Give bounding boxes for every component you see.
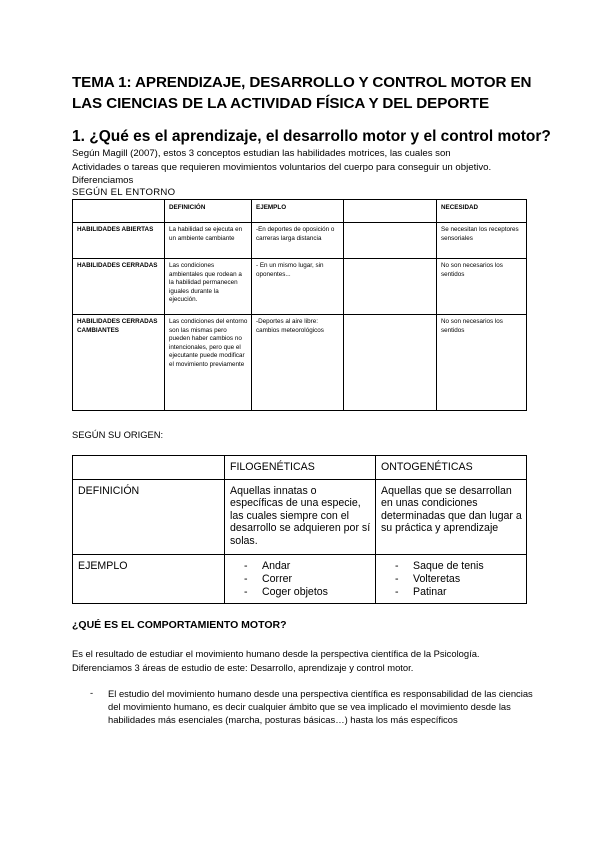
table-cell: Las condiciones ambientales que rodean a la habilidad permanecen iguales durante la ejecución. <box>165 259 252 315</box>
table-cell: Se necesitan los receptores sensoriales <box>437 223 527 259</box>
table-header-cell <box>73 200 165 223</box>
list-item: - Correr <box>244 573 372 586</box>
intro-line-3: Diferenciamos <box>72 175 134 186</box>
table-cell: -Deportes al aire libre: cambios meteorológicos <box>252 315 344 411</box>
table-header-cell: EJEMPLO <box>252 200 344 223</box>
table-cell <box>225 555 376 604</box>
document-title: TEMA 1: APRENDIZAJE, DESARROLLO Y CONTROL MOTOR EN LAS CIENCIAS DE LA ACTIVIDAD FÍSICA Y DEL DEPORTE <box>72 74 532 112</box>
row-label: HABILIDADES CERRADAS <box>73 259 165 315</box>
intro-line-1: Según Magill (2007), estos 3 conceptos estudian las habilidades motrices, las cuales son <box>72 148 451 159</box>
table-cell <box>344 223 437 259</box>
table-header-cell: DEFINICIÓN <box>165 200 252 223</box>
intro-line-2: Actividades o tareas que requieren movimientos voluntarios del cuerpo para conseguir un objetivo. <box>72 162 492 173</box>
list-item: - Volteretas <box>395 573 523 586</box>
table-cell <box>376 555 527 604</box>
table-cell: Aquellas innatas o específicas de una especie, las cuales siempre con el desarrollo se adquieren por sí solas. <box>225 480 376 555</box>
table-cell <box>344 315 437 411</box>
table-cell: Las condiciones del entorno son las mismas pero pueden haber cambios no intencionales, pero que el ejecutante puede modificar el movimiento previamente <box>165 315 252 411</box>
table-cell <box>344 259 437 315</box>
list-item: - Coger objetos <box>244 586 372 599</box>
origen-label: SEGÚN SU ORIGEN: <box>72 429 164 440</box>
entorno-table <box>72 199 527 411</box>
table-row <box>73 315 527 411</box>
row-label: EJEMPLO <box>73 555 225 604</box>
table-row <box>73 480 527 555</box>
table-cell: Aquellas que se desarrollan en unas condiciones determinadas que dan lugar a su práctica y aprendizaje <box>376 480 527 555</box>
section-1-heading: 1. ¿Qué es el aprendizaje, el desarrollo motor y el control motor? <box>72 128 551 145</box>
bullet-marker: - <box>90 687 94 698</box>
section-2-heading: ¿QUÉ ES EL COMPORTAMIENTO MOTOR? <box>72 619 287 631</box>
table-cell: No son necesarios los sentidos <box>437 259 527 315</box>
table-header-cell <box>73 456 225 480</box>
list-item: - Andar <box>244 560 372 573</box>
origen-table <box>72 455 527 604</box>
table-row <box>73 259 527 315</box>
table-header-cell <box>344 200 437 223</box>
list-item: - Saque de tenis <box>395 560 523 573</box>
row-label: HABILIDADES CERRADAS CAMBIANTES <box>73 315 165 411</box>
table-header-cell: FILOGENÉTICAS <box>225 456 376 480</box>
list-item: - Patinar <box>395 586 523 599</box>
table-row <box>73 223 527 259</box>
table-row <box>73 555 527 604</box>
table-cell: No son necesarios los sentidos <box>437 315 527 411</box>
table-cell: - En un mismo lugar, sin oponentes... <box>252 259 344 315</box>
table-header-row <box>73 200 527 223</box>
row-label: DEFINICIÓN <box>73 480 225 555</box>
bullet-paragraph: El estudio del movimiento humano desde una perspectiva científica es responsabilidad de las ciencias del movimiento humano, es decir cualquier ámbito que se vea implicado el movimiento desde las habilidades más esenciales (marcha, posturas básicas…) hasta los más específicos <box>108 688 533 725</box>
table-header-cell: NECESIDAD <box>437 200 527 223</box>
row-label: HABILIDADES ABIERTAS <box>73 223 165 259</box>
table-header-cell: ONTOGENÉTICAS <box>376 456 527 480</box>
table-header-row <box>73 456 527 480</box>
table-cell: La habilidad se ejecuta en un ambiente cambiante <box>165 223 252 259</box>
comportamiento-line-2: Diferenciamos 3 áreas de estudio de este: Desarrollo, aprendizaje y control motor. <box>72 662 414 673</box>
comportamiento-line-1: Es el resultado de estudiar el movimiento humano desde la perspectiva científica de la Psicología. <box>72 648 480 659</box>
table-cell: -En deportes de oposición o carreras larga distancia <box>252 223 344 259</box>
entorno-label: SEGÚN EL ENTORNO <box>72 187 176 198</box>
